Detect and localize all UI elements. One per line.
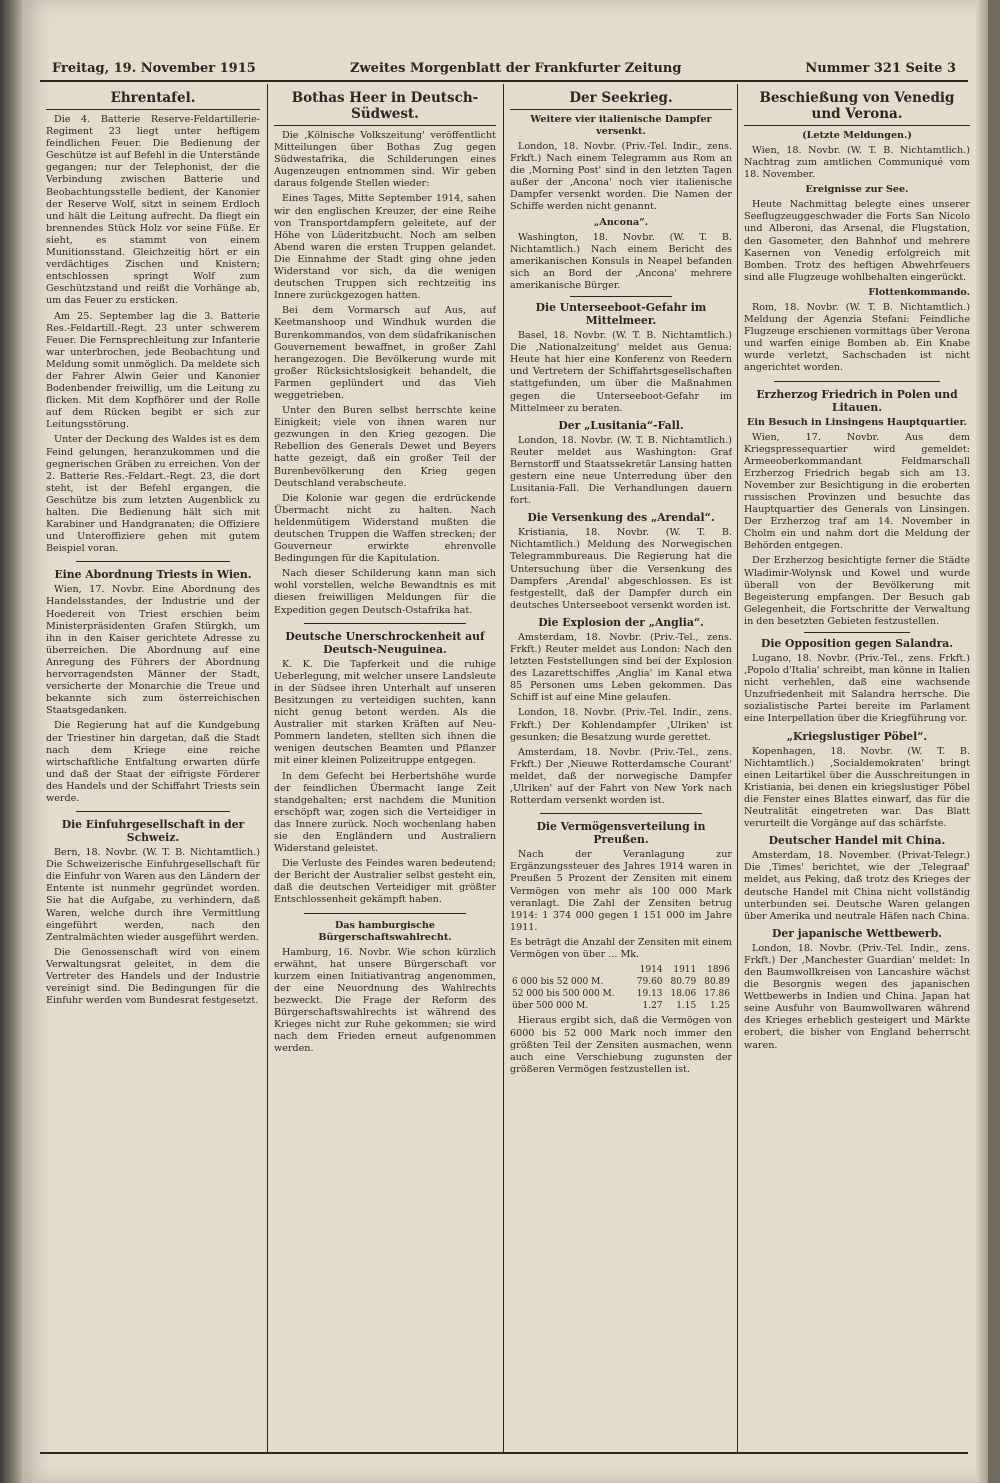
article-paragraph: Die Regierung hat auf die Kundgebung der Triestiner hin dargetan, daß die Stadt nach dem Kriege eine reiche wirtschaftliche Entfaltung erwarten dürfe und daß der Staat der eifrigste Förderer des Handels und der Schiffahrt Triests sein werde.	[46, 720, 260, 804]
article-paragraph: Amsterdam, 18. November. (Privat-Telegr.) Die ‚Times' berichtet, wie der ‚Telegraaf' meldet, aus Peking, daß trotz des Krieges der deutsche Handel mit China nicht vollständig unterbunden sei. Deutsche Waren gelangen über Amerika und neutrale Häfen nach China.	[744, 850, 970, 922]
headline-einfuhrgesellschaft: Die Einfuhrgesellschaft in der Schweiz.	[61, 818, 245, 845]
article-paragraph: Die Kolonie war gegen die erdrückende Übermacht nicht zu halten. Nach heldenmütigem Widerstand mußten die deutschen Truppen die Waffen strecken; der Gouverneur erwirkte ehrenvolle Bedingungen für die Kapitulation.	[274, 492, 496, 565]
headline-arendal: Die Versenkung des „Arendal“.	[527, 511, 715, 525]
table-cell: 19.13	[636, 989, 663, 1000]
article-paragraph: In dem Gefecht bei Herbertshöhe wurde der feindlichen Übermacht lange Zeit standgehalten; erst nachdem die Munition erschöpft war, zogen sich die Verteidiger in das Innere zurück. Noch wochenlang haben sie den Engländern und Australiern Widerstand geleistet.	[274, 770, 496, 855]
article-paragraph: Eines Tages, Mitte September 1914, sahen wir den englischen Kreuzer, der eine Reihe von Transportdampfern geleitete, auf der Höhe von Lüderitzbucht. Noch am selben Abend waren die ersten Truppen gelandet. Die Einnahme der Stadt ging ohne jeden Widerstand vor sich, da die wenigen deutschen Truppen sich rechtzeitig ins Innere zurückgezogen hatten.	[274, 193, 496, 302]
article-paragraph: Wien, 17. Novbr. Aus dem Kriegspressequartier wird gemeldet: Armeeoberkommandant Feldmarschall Erzherzog Friedrich begab sich am 13. November zur Besichtigung in die eroberten russischen Provinzen und besuchte das Hauptquartier des Generals von Linsingen. Der Erzherzog traf am 14. November in Cholm ein und nahm dort die Meldung der Behörden entgegen.	[744, 431, 970, 552]
article-paragraph: Lugano, 18. Novbr. (Priv.-Tel., zens. Frkft.) ‚Popolo d'Italia' schreibt, man könne in Italien nicht verhehlen, daß eine wachsende Unzufriedenheit mit Salandra herrsche. Die sozialistische Partei bereite im Parlament eine Interpellation über die Kriegführung vor.	[744, 653, 970, 725]
article-paragraph: Amsterdam, 18. Novbr. (Priv.-Tel., zens. Frkft.) Der ‚Nieuwe Rotterdamsche Courant' meldet, daß der norwegische Dampfer ‚Ulriken' auf der Fahrt von New York nach Rotterdam versenkt worden ist.	[510, 746, 732, 807]
headline-unterseeboot: Die Unterseeboot-Gefahr im Mittelmeer.	[535, 301, 707, 328]
masthead-issue: Nummer 321 Seite 3	[805, 61, 956, 76]
article-paragraph: Washington, 18. Novbr. (W. T. B. Nichtamtlich.) Nach einem Bericht des amerikanischen Konsuls in Neapel befanden sich an Bord der ‚Ancona' mehrere amerikanische Bürger.	[510, 231, 732, 291]
book-binding	[0, 0, 22, 1483]
subhead-letzte: (Letzte Meldungen.)	[802, 130, 912, 141]
table-cell: 1.27	[642, 1001, 663, 1012]
table-row	[510, 976, 732, 988]
column-3	[510, 84, 732, 1464]
table-cell: 52 000 bis 500 000 M.	[512, 989, 615, 1000]
article-paragraph: Nach der Veranlagung zur Ergänzungssteuer des Jahres 1914 waren in Preußen 5 Prozent der Zensiten mit einem Vermögen von mehr als 100 000 Mark veranlagt. Die Zahl der Zensiten betrug 1914: 1 374 000 gegen 1 151 000 im Jahre 1911.	[510, 849, 732, 933]
headline-vermoegen: Die Vermögensverteilung in Preußen.	[536, 820, 706, 847]
article-paragraph: Kristiania, 18. Novbr. (W. T. B. Nichtamtlich.) Meldung des Norwegischen Telegrammbureaus. Die Regierung hat die Untersuchung über die Versenkung des Dampfers ‚Arendal' abgeschlossen. Es ist festgestellt, daß der Dampfer durch ein deutsches Unterseeboot versenkt worden ist.	[510, 527, 732, 611]
bottom-rule	[40, 1452, 968, 1454]
article-paragraph: Amsterdam, 18. Novbr. (Priv.-Tel., zens. Frkft.) Reuter meldet aus London: Nach den letzten Feststellungen sind bei der Explosion des Lazarettschiffes ‚Anglia' im Kanal etwa 85 Personen ums Leben gekommen. Das Schiff ist auf eine Mine gelaufen.	[510, 631, 732, 704]
article-paragraph: Die Genossenschaft wird von einem Verwaltungsrat geleitet, in dem die Vertreter des Handels und der Industrie vereinigt sind. Die Bedingungen für die Einfuhr werden vom Bundesrat festgesetzt.	[46, 946, 260, 1007]
table-cell: 18.06	[670, 989, 697, 1000]
article-paragraph: Die 4. Batterie Reserve-Feldartillerie-Regiment 23 liegt unter heftigem feindlichen Feuer. Die Bedienung der Geschütze ist auf Befehl in die Unterstände gegangen; nur der Telephonist, der die Verbindung zwischen Batterie und Beobachtungsstelle bedient, der Kanonier der Reserve Wolf, sitzt in seinem Erdloch und hält die Leitung aufrecht. Da fliegt ein brennendes Stück Holz vor seine Füße. Er sieht, es stammt von einem Munitionsstand. Gleichzeitig hört er ein verdächtiges Zischen und Knistern; entschlossen springt Wolf zum Geschützstand und reißt die Vorhänge ab, um das Feuer zu ersticken.	[46, 114, 260, 307]
article-paragraph: Nach dieser Schilderung kann man sich wohl vorstellen, welche Bewandtnis es mit diesen freiwilligen Meldungen für die Expedition gegen Deutsch-Ostafrika hat.	[274, 568, 496, 616]
table-row	[510, 1000, 732, 1012]
vermoegen-table	[510, 964, 732, 1012]
headline-seekrieg: Der Seekrieg.	[510, 90, 732, 110]
headline-anglia: Die Explosion der „Anglia“.	[538, 615, 704, 629]
article-paragraph: Heute Nachmittag belegte eines unserer Seeflugzeuggeschwader die Forts San Nicolo und Alberoni, das Arsenal, die Flugstation, den Gasometer, den Bahnhof und mehrere Kasernen von Venedig erfolgreich mit Bomben. Trotz des heftigen Abwehrfeuers sind alle Flugzeuge wohlbehalten eingerückt.	[744, 199, 970, 283]
masthead-date: Freitag, 19. November 1915	[52, 61, 256, 76]
headline-ehrentafel: Ehrentafel.	[46, 90, 260, 110]
article-paragraph: London, 18. Novbr. (Priv.-Tel. Indir., zens. Frkft.) Nach einem Telegramm aus Rom an die ‚Morning Post' sind in den letzten Tagen außer der ‚Ancona' noch vier italienische Dampfer versenkt worden. Die Namen der Schiffe werden nicht genannt.	[510, 141, 732, 213]
table-cell: 79.60	[636, 977, 663, 988]
table-cell: 80.79	[670, 977, 697, 988]
table-cell: 17.86	[704, 989, 730, 1000]
headline-poebel: „Kriegslustiger Pöbel“.	[786, 729, 928, 743]
article-divider	[774, 381, 940, 382]
headline-erzherzog: Erzherzog Friedrich in Polen und Litauen.	[756, 387, 958, 414]
table-header-cell	[510, 964, 631, 976]
headline-salandra: Die Opposition gegen Salandra.	[760, 637, 954, 650]
masthead	[40, 58, 968, 82]
subhead-ancona: „Ancona“.	[593, 216, 649, 228]
headline-venedig: Beschießung von Venedig und Verona.	[744, 90, 970, 126]
article-paragraph: Wien, 18. Novbr. (W. T. B. Nichtamtlich.) Nachtrag zum amtlichen Communiqué vom 18. November.	[744, 145, 970, 181]
article-paragraph: Hamburg, 16. Novbr. Wie schon kürzlich erwähnt, hat unsere Bürgerschaft vor kurzem einen Initiativantrag angenommen, der eine Neuordnung des Wahlrechts bezweckt. Die Frage der Reform des Bürgerschaftswahlrechts ist während des Krieges nicht zur Ruhe gekommen; sie wird nach dem Frieden erneut aufgenommen werden.	[274, 946, 496, 1055]
stats-caption: Es beträgt die Anzahl der Zensiten mit einem Vermögen von über ... Mk.	[510, 936, 732, 960]
headline-triest: Eine Abordnung Triests in Wien.	[54, 568, 252, 582]
article-paragraph: Am 25. September lag die 3. Batterie Res.-Feldartill.-Regt. 23 unter schwerem Feuer. Die Fernsprechleitung zur Infanterie war unterbrochen, jede Beobachtung und Meldung somit unmöglich. Da meldete sich der Fahrer Alwin Geier und Kanonier Bodenbender freiwillig, um die Leitung zu flicken. Mit dem Kopfhörer und der Rolle auf dem Rücken begibt er sich zur Leitungsstörung.	[46, 310, 260, 431]
table-cell: 6 000 bis 52 000 M.	[512, 977, 604, 988]
article-divider	[540, 813, 702, 814]
article-paragraph: Unter den Buren selbst herrschte keine Einigkeit; viele von ihnen waren nur gezwungen in den Krieg gezogen. Die Rebellion des Generals Dewet und Beyers hatte gezeigt, daß ein großer Teil der Burenbevölkerung den Krieg gegen Deutschland verabscheute.	[274, 405, 496, 489]
subhead-flottenkommando: Flottenkommando.	[868, 286, 970, 298]
newspaper-page	[22, 0, 988, 1483]
article-divider	[304, 913, 466, 914]
article-paragraph: Die Verluste des Feindes waren bedeutend; der Bericht der Australier selbst gesteht ein, daß die deutschen Verteidiger mit größter Entschlossenheit gekämpft haben.	[274, 858, 496, 906]
article-paragraph: London, 18. Novbr. (Priv.-Tel. Indir., zens. Frkft.) Der Kohlendampfer ‚Ulriken' ist gesunken; die Besatzung wurde gerettet.	[510, 707, 732, 743]
column-rule	[503, 84, 504, 1454]
article-paragraph: Hieraus ergibt sich, daß die Vermögen von 6000 bis 52 000 Mark noch immer den größten Teil der Zensiten ausmachen, wenn auch eine Verschiebung zugunsten der größeren Vermögen festzustellen ist.	[510, 1015, 732, 1075]
subhead-dampfer: Weitere vier italienische Dampfer versenkt.	[530, 114, 712, 137]
table-cell: über 500 000 M.	[512, 1001, 589, 1012]
headline-neuguinea: Deutsche Unerschrockenheit auf Deutsch-Neuguinea.	[285, 629, 485, 656]
column-4	[744, 84, 970, 1464]
article-paragraph: Wien, 17. Novbr. Eine Abordnung des Handelsstandes, der Industrie und der Hoedereit von Triest erschien beim Ministerpräsidenten Grafen Stürgkh, um ihn in den Kaiser gerichtete Adresse zu überreichen. Die Abordnung auf eine Anregung des Führers der Abordnung hervorragendsten Männer der Stadt, versicherte der Monarchie die Treue und bekannte sich zum österreichischen Staatsgedanken.	[46, 584, 260, 717]
article-paragraph: London, 18. Novbr. (Priv.-Tel. Indir., zens. Frkft.) Der ‚Manchester Guardian' meldet: In den Baumwollkreisen von Lancashire wächst die Besorgnis wegen des japanischen Wettbewerbs in Indien und China. Japan hat seine Ausfuhr von Baumwollwaren während des Krieges erheblich gesteigert und Märkte erobert, die bisher von England beherrscht waren.	[744, 942, 970, 1051]
column-rule	[737, 84, 738, 1454]
article-paragraph: K. K. Die Tapferkeit und die ruhige Ueberlegung, mit welcher unsere Landsleute in der Südsee ihren Unterhalt auf unseren Besitzungen zu verteidigen suchten, kann nicht genug betont werden. Als die Australier mit starken Kräften auf Neu-Pommern landeten, stellten sich ihnen die wenigen deutschen Beamten und Pflanzer mit einer kleinen Polizeitruppe entgegen.	[274, 658, 496, 767]
page-edge	[976, 0, 988, 1483]
table-row	[510, 988, 732, 1000]
subhead-see: Ereignisse zur See.	[805, 184, 909, 196]
table-header-cell: 1911	[673, 965, 697, 976]
article-divider	[76, 811, 230, 812]
table-cell: 1.15	[676, 1001, 697, 1012]
article-paragraph: Unter der Deckung des Waldes ist es dem Feind gelungen, heranzukommen und die gegnerischen Gräben zu erreichen. Von der 2. Batterie Res.-Feldart.-Regt. 23, die dort steht, ist der Befehl ergangen, die Geschütze bis zum letzten Augenblick zu halten. Die Bedienung hält sich mit Karabiner und Handgranaten; die Offiziere und Unteroffiziere gehen mit gutem Beispiel voran.	[46, 434, 260, 555]
article-paragraph: Bei dem Vormarsch auf Aus, auf Keetmanshoop und Windhuk wurden die Burenkommandos, von dem südafrikanischen Gouvernement bewaffnet, in großer Zahl herangezogen. Die Bevölkerung wurde mit großer Rücksichtslosigkeit behandelt, die Farmen geplündert und das Vieh weggetrieben.	[274, 305, 496, 401]
column-rule	[267, 84, 268, 1454]
subhead-linsingen: Ein Besuch in Linsingens Hauptquartier.	[747, 416, 967, 428]
table-cell: 1.25	[709, 1001, 730, 1012]
headline-lusitania: Der „Lusitania“-Fall.	[558, 418, 684, 432]
article-paragraph: Der Erzherzog besichtigte ferner die Städte Wladimir-Wolynsk und Kowel und wurde überall von der Bevölkerung mit Begeisterung empfangen. Der Besuch gab Gelegenheit, die Fortschritte der Verwaltung in den besetzten Gebieten festzustellen.	[744, 555, 970, 627]
headline-botha: Bothas Heer in Deutsch-Südwest.	[274, 90, 496, 126]
article-paragraph: Rom, 18. Novbr. (W. T. B. Nichtamtlich.) Meldung der Agenzia Stefani: Feindliche Flugzeuge erschienen vormittags über Verona und warfen einige Bomben ab. Ein Knabe wurde verletzt, Sachschaden ist nicht angerichtet worden.	[744, 301, 970, 374]
article-paragraph: Kopenhagen, 18. Novbr. (W. T. B. Nichtamtlich.) ‚Socialdemokraten' bringt einen Leitartikel über die Ausschreitungen in Kristiania, bei denen ein kriegslustiger Pöbel die Fenster eines Blattes einwarf, das für die Neutralität eingetreten war. Das Blatt verurteilt die Vorgänge auf das schärfste.	[744, 745, 970, 830]
article-paragraph: Bern, 18. Novbr. (W. T. B. Nichtamtlich.) Die Schweizerische Einfuhrgesellschaft für die Einfuhr von Waren aus den Ländern der Entente ist nunmehr gegründet worden. Sie hat die Aufgabe, zu verhindern, daß Waren, welche durch ihre Vermittlung eingeführt werden, nach den Zentralmächten wieder ausgeführt werden.	[46, 847, 260, 943]
article-divider	[76, 561, 230, 562]
article-divider	[804, 632, 910, 633]
table-cell: 80.89	[704, 977, 730, 988]
headline-china: Deutscher Handel mit China.	[768, 834, 946, 848]
table-header-cell: 1914	[639, 965, 663, 976]
headline-japan: Der japanische Wettbewerb.	[772, 926, 942, 940]
article-paragraph: Die ‚Kölnische Volkszeitung' veröffentlicht Mitteilungen über Bothas Zug gegen Südwestafrika, die Schilderungen eines Augenzeugen entnommen sind. Wir geben daraus folgende Stellen wieder:	[274, 130, 496, 190]
article-divider	[304, 623, 466, 624]
table-header-row	[510, 964, 732, 976]
column-2	[274, 84, 496, 1464]
column-1	[46, 84, 260, 1464]
headline-hamburg: Das hamburgische Bürgerschaftswahlrecht.	[318, 919, 452, 943]
article-divider	[570, 296, 672, 297]
article-paragraph: London, 18. Novbr. (W. T. B. Nichtamtlich.) Reuter meldet aus Washington: Graf Bernstorff und Staatssekretär Lansing hatten gestern eine neue Unterredung über den Lusitania-Fall. Die Verhandlungen dauern fort.	[510, 434, 732, 507]
table-header-cell: 1896	[707, 965, 730, 976]
article-paragraph: Basel, 18. Novbr. (W. T. B. Nichtamtlich.) Die ‚Nationalzeitung' meldet aus Genua: Heute hat hier eine Konferenz von Reedern und Vertretern der Schiffahrtsgesellschaften stattgefunden, um über die Maßnahmen gegen die Unterseeboot-Gefahr im Mittelmeer zu beraten.	[510, 330, 732, 414]
masthead-edition: Zweites Morgenblatt der Frankfurter Zeitung	[350, 61, 682, 76]
